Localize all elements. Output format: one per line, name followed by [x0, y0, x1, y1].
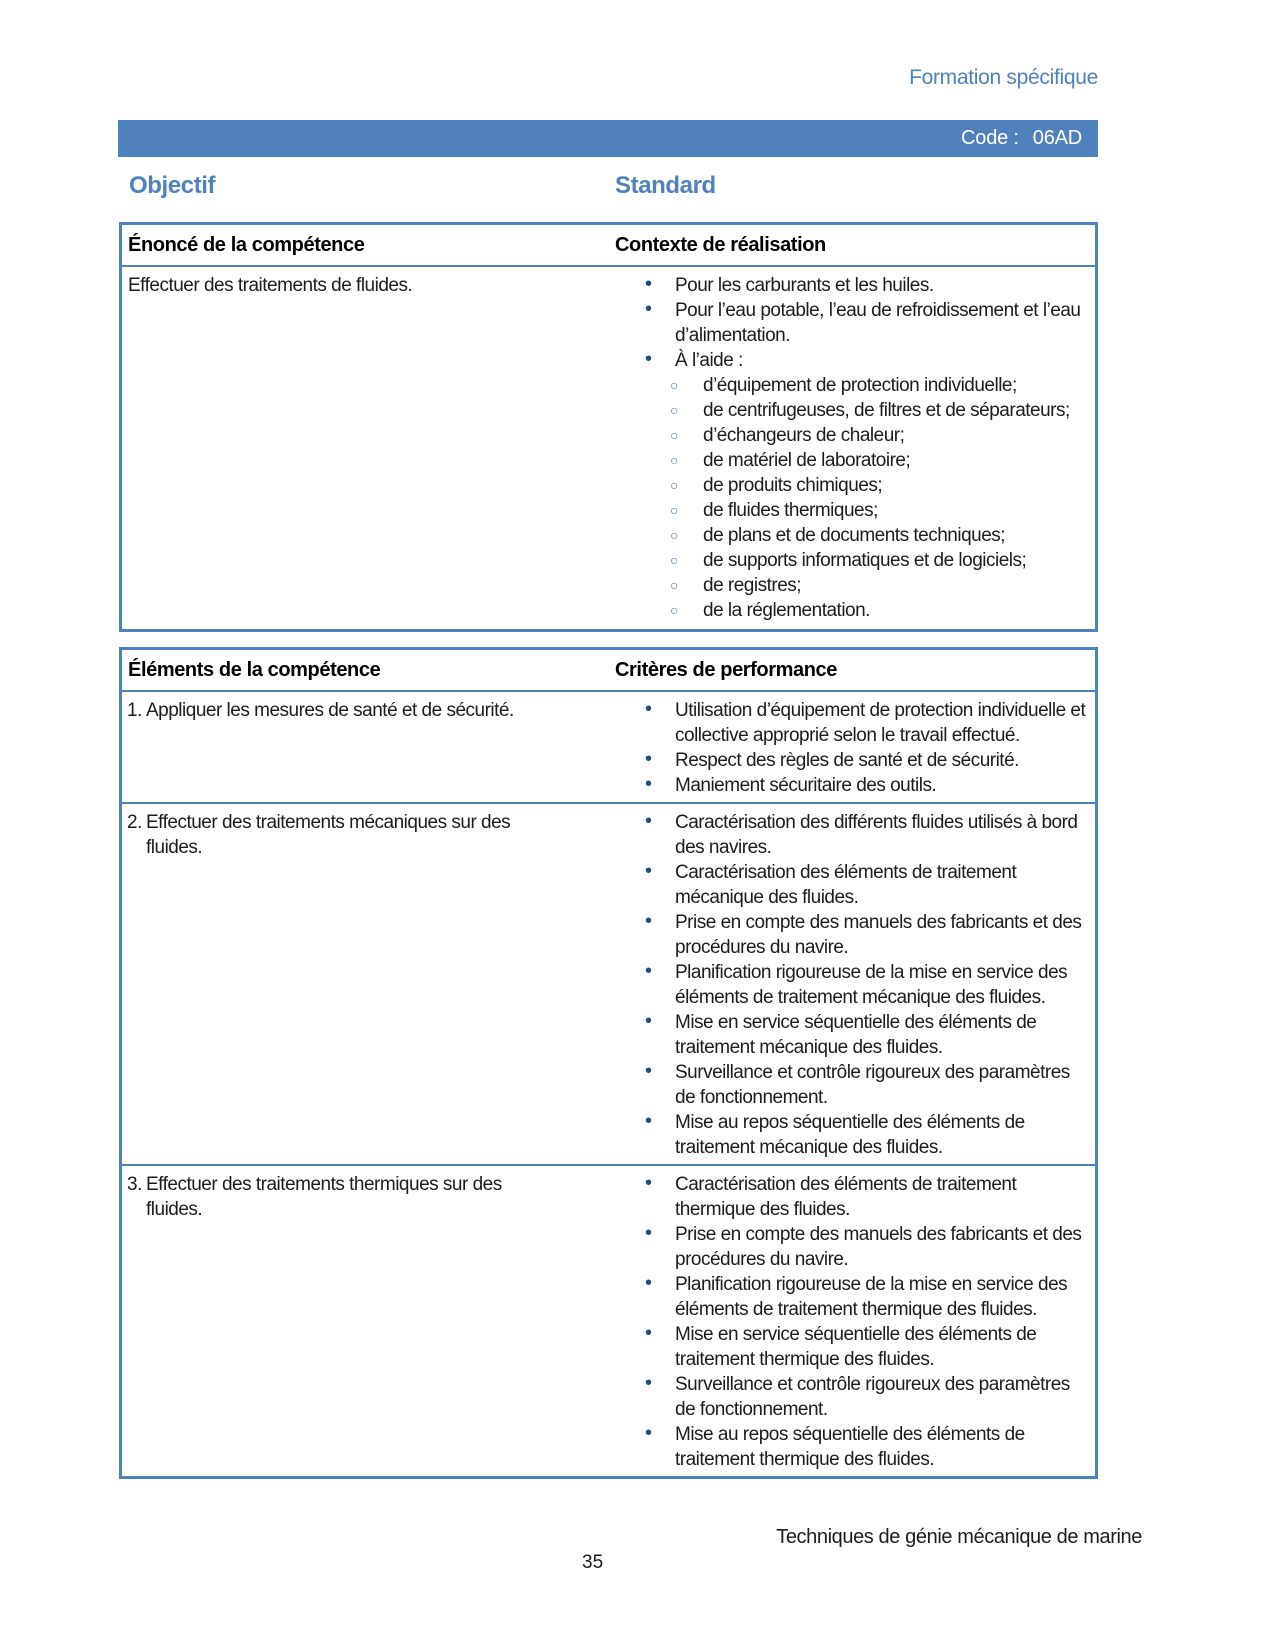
competence-table: [119, 222, 1098, 632]
bullet-text: Caractérisation des éléments de traitement mécanique des fluides.: [675, 862, 1017, 908]
contexte-header: Contexte de réalisation: [615, 234, 826, 256]
element-cell: [122, 698, 615, 798]
criteria-item: [615, 1060, 1093, 1110]
bullet-text: Pour l’eau potable, l’eau de refroidissement et l’eau d’alimentation.: [675, 300, 1081, 346]
criteria-item: [615, 1272, 1093, 1322]
footer-program-title: Techniques de génie mécanique de marine: [776, 1526, 1142, 1548]
criteria-list: [615, 810, 1095, 1160]
criteria-item: [615, 1010, 1093, 1060]
criteria-item: [615, 1222, 1093, 1272]
sub-bullet-text: de fluides thermiques;: [703, 500, 878, 521]
bullet-icon: •: [645, 1372, 652, 1394]
criteria-item: [615, 860, 1093, 910]
bullet-icon: •: [645, 773, 652, 795]
bullet-icon: •: [645, 748, 652, 770]
bullet-icon: •: [645, 1422, 652, 1444]
context-sub-item: [615, 548, 1093, 573]
bullet-icon: •: [645, 910, 652, 932]
criteria-cell: [615, 1172, 1095, 1472]
sub-bullet-text: d’équipement de protection individuelle;: [703, 375, 1017, 396]
contexte-cell: [615, 273, 1095, 623]
bullet-text: Utilisation d’équipement de protection individuelle et collective approprié selon le travail effectué.: [675, 700, 1086, 746]
element-text: Effectuer des traitements thermiques sur des fluides.: [146, 1174, 502, 1220]
sub-bullet-text: de supports informatiques et de logiciels;: [703, 550, 1027, 571]
sub-bullet-text: d’échangeurs de chaleur;: [703, 425, 905, 446]
criteria-item: [615, 1422, 1093, 1472]
context-sub-item: [615, 498, 1093, 523]
criteres-header: Critères de performance: [615, 659, 838, 681]
circle-bullet-icon: ○: [670, 452, 678, 468]
sub-bullet-text: de plans et de documents techniques;: [703, 525, 1006, 546]
enonce-text: Effectuer des traitements de fluides.: [128, 275, 413, 296]
bullet-text: Caractérisation des éléments de traitement thermique des fluides.: [675, 1174, 1017, 1220]
circle-bullet-icon: ○: [670, 602, 678, 618]
bullet-text: Planification rigoureuse de la mise en service des éléments de traitement mécanique des fluides.: [675, 962, 1068, 1008]
circle-bullet-icon: ○: [670, 402, 678, 418]
table-row: [122, 692, 1095, 802]
bullet-icon: •: [645, 273, 652, 295]
section-label: Formation spécifique: [909, 66, 1098, 89]
bullet-icon: •: [645, 1060, 652, 1082]
bullet-icon: •: [645, 298, 652, 320]
context-sub-item: [615, 423, 1093, 448]
bullet-text: Respect des règles de santé et de sécurité.: [675, 750, 1019, 771]
context-list: [615, 273, 1095, 623]
bullet-icon: •: [645, 960, 652, 982]
sub-bullet-text: de registres;: [703, 575, 802, 596]
context-sub-item: [615, 448, 1093, 473]
bullet-text: Caractérisation des différents fluides utilisés à bord des navires.: [675, 812, 1078, 858]
bullet-text: Mise en service séquentielle des éléments de traitement mécanique des fluides.: [675, 1012, 1037, 1058]
circle-bullet-icon: ○: [670, 477, 678, 493]
table-row: [122, 1164, 1095, 1476]
bullet-icon: •: [645, 1010, 652, 1032]
circle-bullet-icon: ○: [670, 577, 678, 593]
bullet-text: Mise en service séquentielle des éléments de traitement thermique des fluides.: [675, 1324, 1037, 1370]
element-number: 1.: [127, 700, 142, 721]
criteria-cell: [615, 810, 1095, 1160]
element-number: 2.: [127, 812, 142, 833]
circle-bullet-icon: ○: [670, 377, 678, 393]
criteria-list: [615, 698, 1095, 798]
bullet-icon: •: [645, 860, 652, 882]
bullet-icon: •: [645, 348, 652, 370]
sub-bullet-text: de produits chimiques;: [703, 475, 883, 496]
bullet-text: Maniement sécuritaire des outils.: [675, 775, 937, 796]
bullet-icon: •: [645, 1110, 652, 1132]
code-bar: [118, 120, 1098, 157]
bullet-icon: •: [645, 1272, 652, 1294]
objectif-heading: Objectif: [129, 172, 216, 199]
bullet-text: Prise en compte des manuels des fabricants et des procédures du navire.: [675, 912, 1082, 958]
criteria-item: [615, 773, 1093, 798]
element-text: Effectuer des traitements mécaniques sur des fluides.: [146, 812, 511, 858]
sub-bullet-text: de centrifugeuses, de filtres et de séparateurs;: [703, 400, 1070, 421]
competence-table-body: [122, 267, 1095, 629]
code-label: Code :: [961, 127, 1019, 149]
criteria-item: [615, 748, 1093, 773]
bullet-text: À l’aide :: [675, 350, 743, 371]
element-cell: [122, 810, 615, 1160]
criteria-item: [615, 1372, 1093, 1422]
bullet-text: Planification rigoureuse de la mise en service des éléments de traitement thermique des fluides.: [675, 1274, 1068, 1320]
context-sub-item: [615, 373, 1093, 398]
sub-bullet-text: de matériel de laboratoire;: [703, 450, 911, 471]
tables-container: [119, 222, 1098, 1479]
bullet-text: Pour les carburants et les huiles.: [675, 275, 934, 296]
element-number: 3.: [127, 1174, 142, 1195]
bullet-text: Surveillance et contrôle rigoureux des paramètres de fonctionnement.: [675, 1374, 1070, 1420]
criteria-item: [615, 1322, 1093, 1372]
element-cell: [122, 1172, 615, 1472]
bullet-text: Mise au repos séquentielle des éléments de traitement thermique des fluides.: [675, 1424, 1025, 1470]
bullet-text: Mise au repos séquentielle des éléments de traitement mécanique des fluides.: [675, 1112, 1025, 1158]
element-text: Appliquer les mesures de santé et de sécurité.: [146, 700, 514, 721]
circle-bullet-icon: ○: [670, 427, 678, 443]
table-row: [122, 802, 1095, 1164]
context-item: [615, 298, 1093, 348]
criteria-list: [615, 1172, 1095, 1472]
circle-bullet-icon: ○: [670, 552, 678, 568]
page-number: 35: [582, 1552, 604, 1573]
standard-heading: Standard: [615, 172, 716, 199]
code-value: 06AD: [1032, 127, 1082, 149]
elements-table: [119, 647, 1098, 1479]
criteria-item: [615, 960, 1093, 1010]
context-sub-item: [615, 398, 1093, 423]
criteria-item: [615, 698, 1093, 748]
criteria-item: [615, 1172, 1093, 1222]
sub-bullet-text: de la réglementation.: [703, 600, 870, 621]
bullet-icon: •: [645, 1322, 652, 1344]
context-sub-item: [615, 598, 1093, 623]
bullet-icon: •: [645, 1222, 652, 1244]
bullet-text: Prise en compte des manuels des fabricants et des procédures du navire.: [675, 1224, 1082, 1270]
context-sub-item: [615, 473, 1093, 498]
column-headings: [0, 172, 1275, 202]
criteria-item: [615, 910, 1093, 960]
context-sub-item: [615, 573, 1093, 598]
bullet-icon: •: [645, 1172, 652, 1194]
bullet-text: Surveillance et contrôle rigoureux des paramètres de fonctionnement.: [675, 1062, 1070, 1108]
elements-rows: [122, 692, 1095, 1476]
context-item: [615, 348, 1093, 373]
criteria-item: [615, 1110, 1093, 1160]
circle-bullet-icon: ○: [670, 527, 678, 543]
elements-table-header: [122, 650, 1095, 692]
competence-table-header: [122, 225, 1095, 267]
elements-header: Éléments de la compétence: [128, 659, 381, 681]
bullet-icon: •: [645, 810, 652, 832]
circle-bullet-icon: ○: [670, 502, 678, 518]
criteria-cell: [615, 698, 1095, 798]
criteria-item: [615, 810, 1093, 860]
context-sub-item: [615, 523, 1093, 548]
context-item: [615, 273, 1093, 298]
bullet-icon: •: [645, 698, 652, 720]
enonce-header: Énoncé de la compétence: [128, 234, 365, 256]
